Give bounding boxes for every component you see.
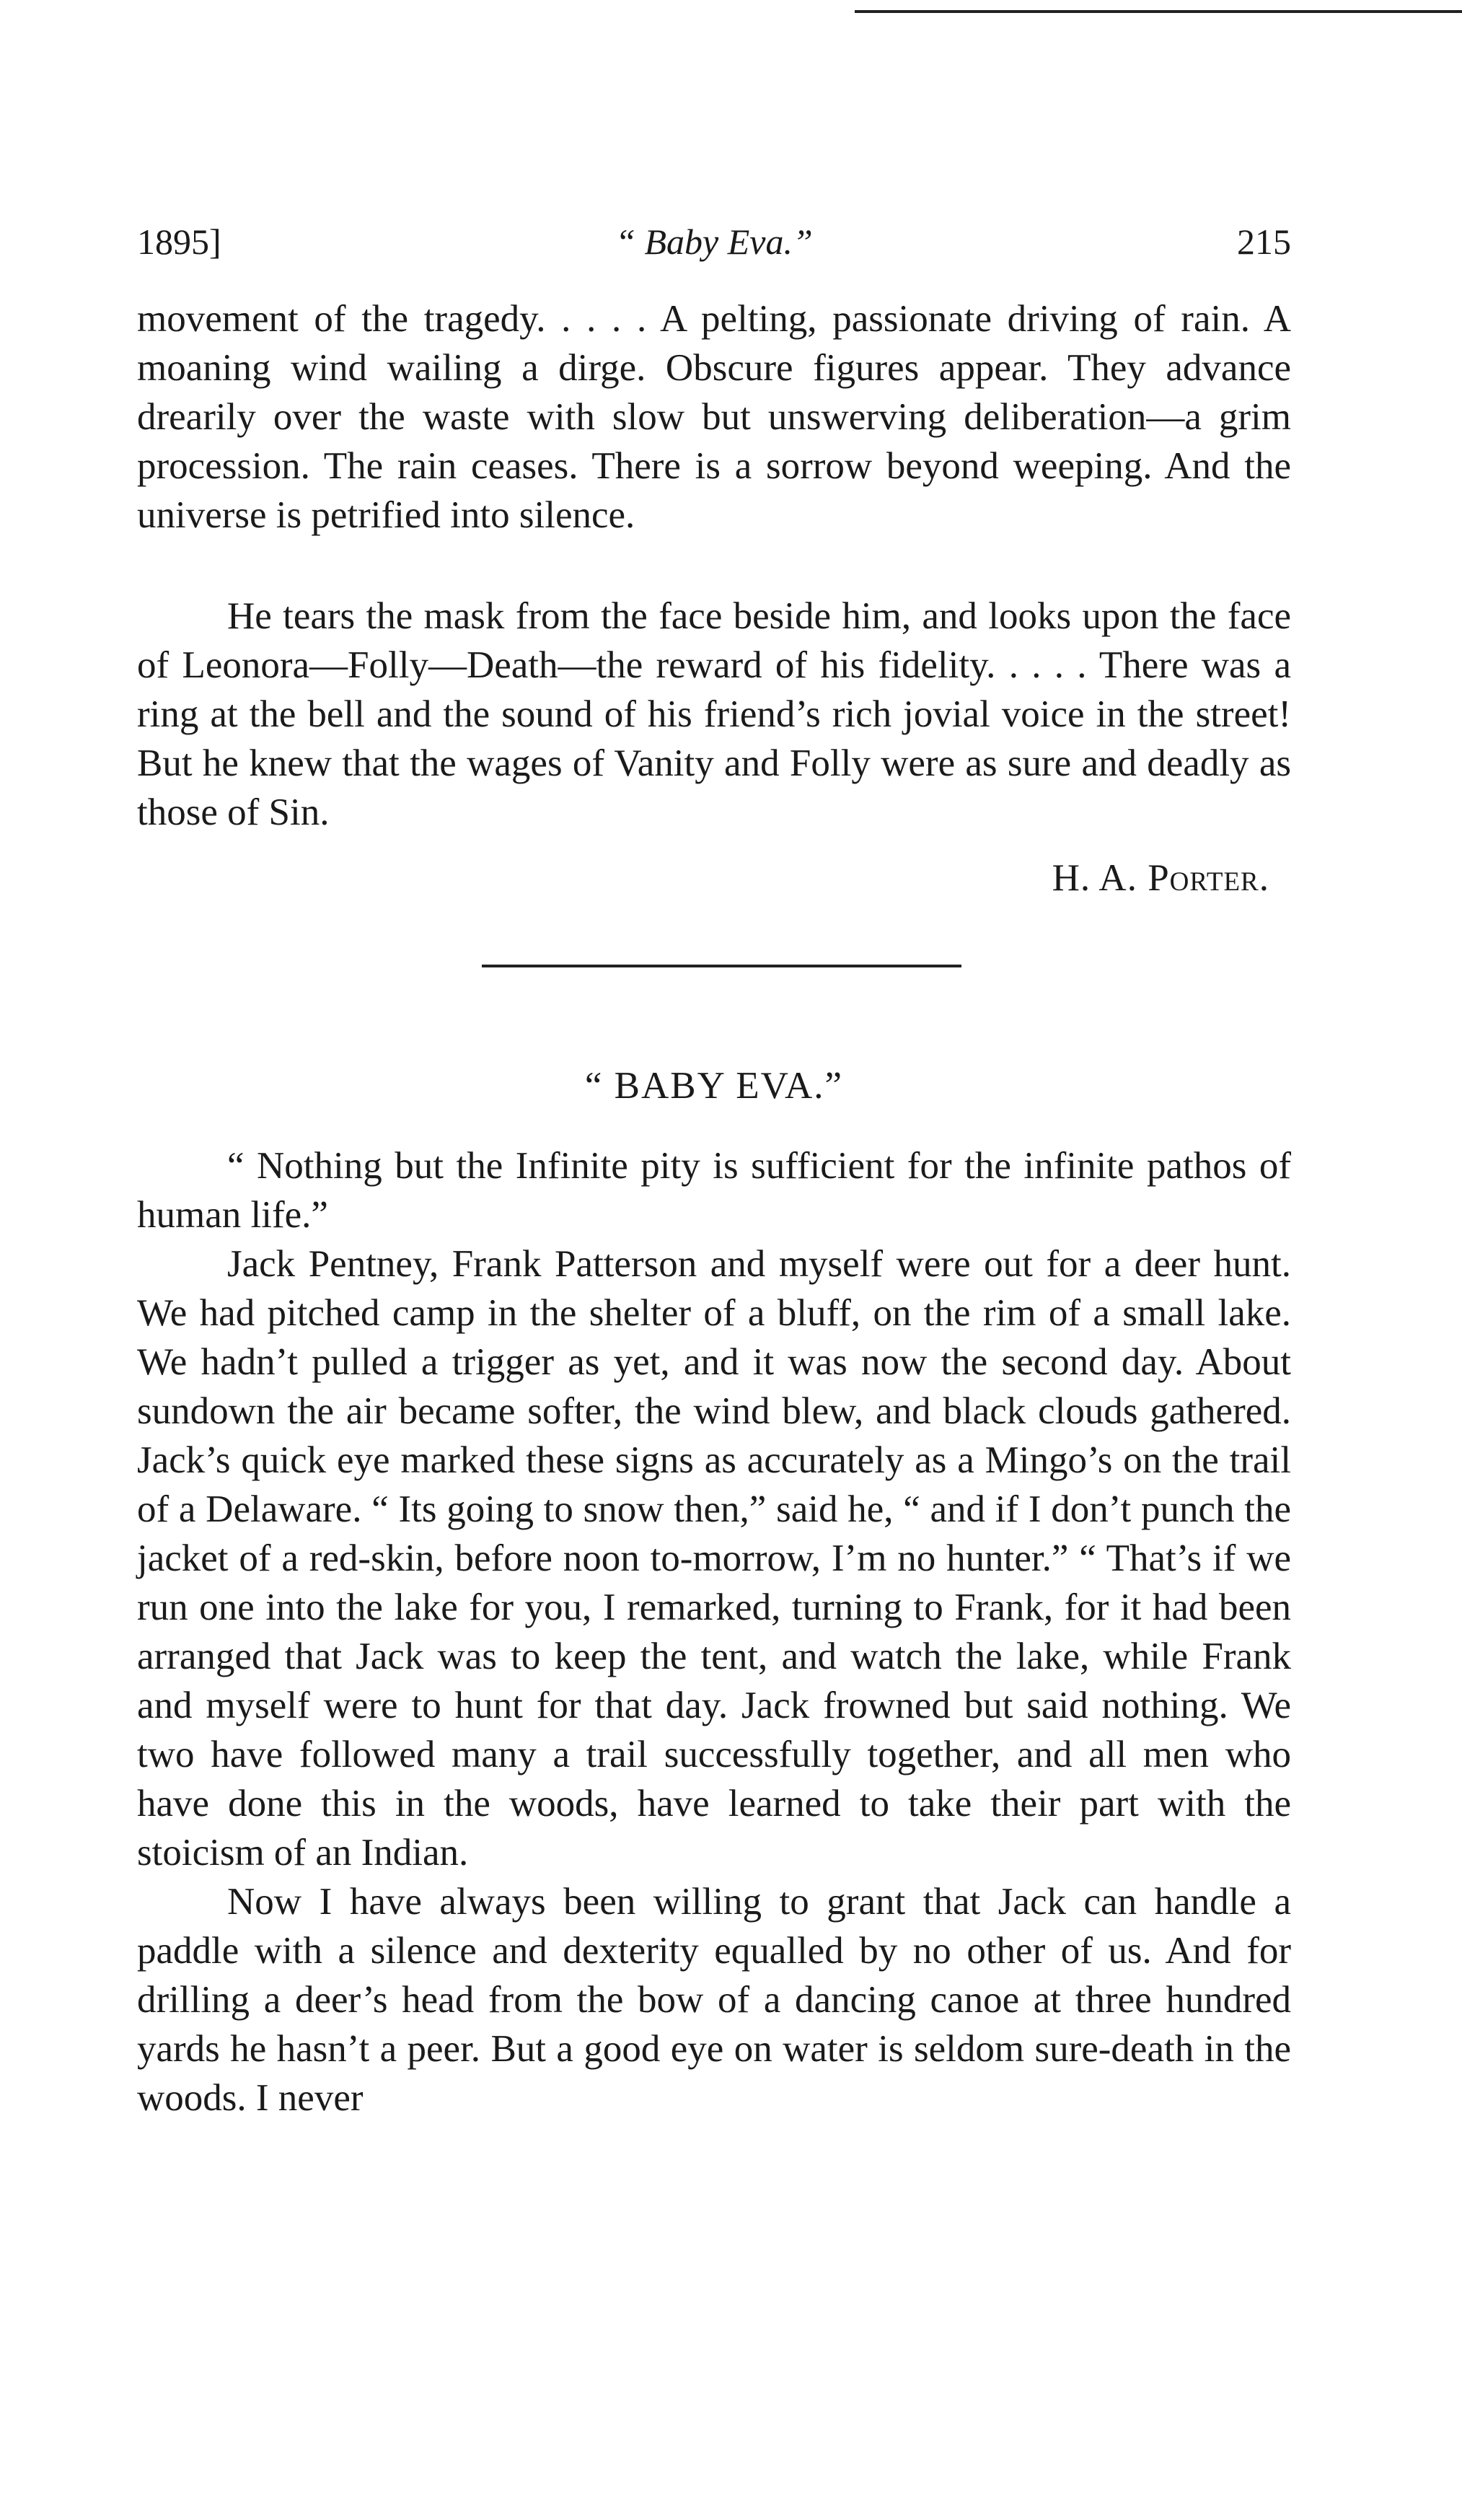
article-title: “ BABY EVA.”	[584, 1065, 844, 1107]
top-rule	[855, 10, 1462, 13]
article-paragraph-1: Jack Pentney, Frank Patterson and myself were out for a deer hunt. We had pitched camp in the shelter of a bluff, on the rim of a small lake. We hadn’t pulled a trigger as yet, and it was now the second day. About sundown the air became softer, the wind blew, and black clouds gathered. Jack’s quick eye marked these signs as accurately as a Mingo’s on the trail of a Delaware. “ Its going to snow then,” said he, “ and if I don’t punch the jacket of a red-skin, before noon to-morrow, I’m no hunter.” “ That’s if we run one into the lake for you, I remarked, turning to Frank, for it had been arranged that Jack was to keep the tent, and watch the lake, while Frank and myself were to hunt for that day. Jack frowned but said nothing. We two have followed many a trail successfully together, and all men who have done this in the woods, have learned to take their part with the stoicism of an Indian.	[137, 1243, 1291, 1874]
article-body	[137, 1141, 1291, 2122]
continuation-paragraph-2: He tears the mask from the face beside him, and looks upon the face of Leonora—Folly—Death—the reward of his fidelity. . . . . There was a ring at the bell and the sound of his friend’s rich jovial voice in the street! But he knew that the wages of Vanity and Folly were as sure and deadly as those of Sin.	[137, 595, 1291, 833]
header-year: 1895]	[137, 221, 221, 262]
page-number: 215	[1237, 221, 1291, 262]
page-header	[137, 213, 1291, 271]
continuation-paragraph-1-block	[137, 294, 1291, 540]
article-paragraph-2: Now I have always been willing to grant that Jack can handle a paddle with a silence and dexterity equalled by no other of us. And for drilling a deer’s head from the bow of a dancing canoe at three hundred yards he hasn’t a peer. But a good eye on water is seldom sure-death in the woods. I never	[137, 1881, 1291, 2119]
running-title: “ Baby Eva.”	[615, 221, 813, 262]
continuation-paragraph-2-block	[137, 592, 1291, 837]
continuation-paragraph-1: movement of the tragedy. . . . . A pelting, passionate driving of rain. A moaning wind wailing a dirge. Obscure figures appear. They advance drearily over the waste with slow but unswerving deliberation—a grim procession. The rain ceases. There is a sorrow beyond weeping. And the universe is petrified into silence.	[137, 298, 1291, 536]
article-epigraph: “ Nothing but the Infinite pity is sufficient for the infinite pathos of human life.”	[137, 1145, 1291, 1236]
author-signature: H. A. Porter.	[1052, 857, 1269, 899]
section-divider	[482, 965, 961, 967]
